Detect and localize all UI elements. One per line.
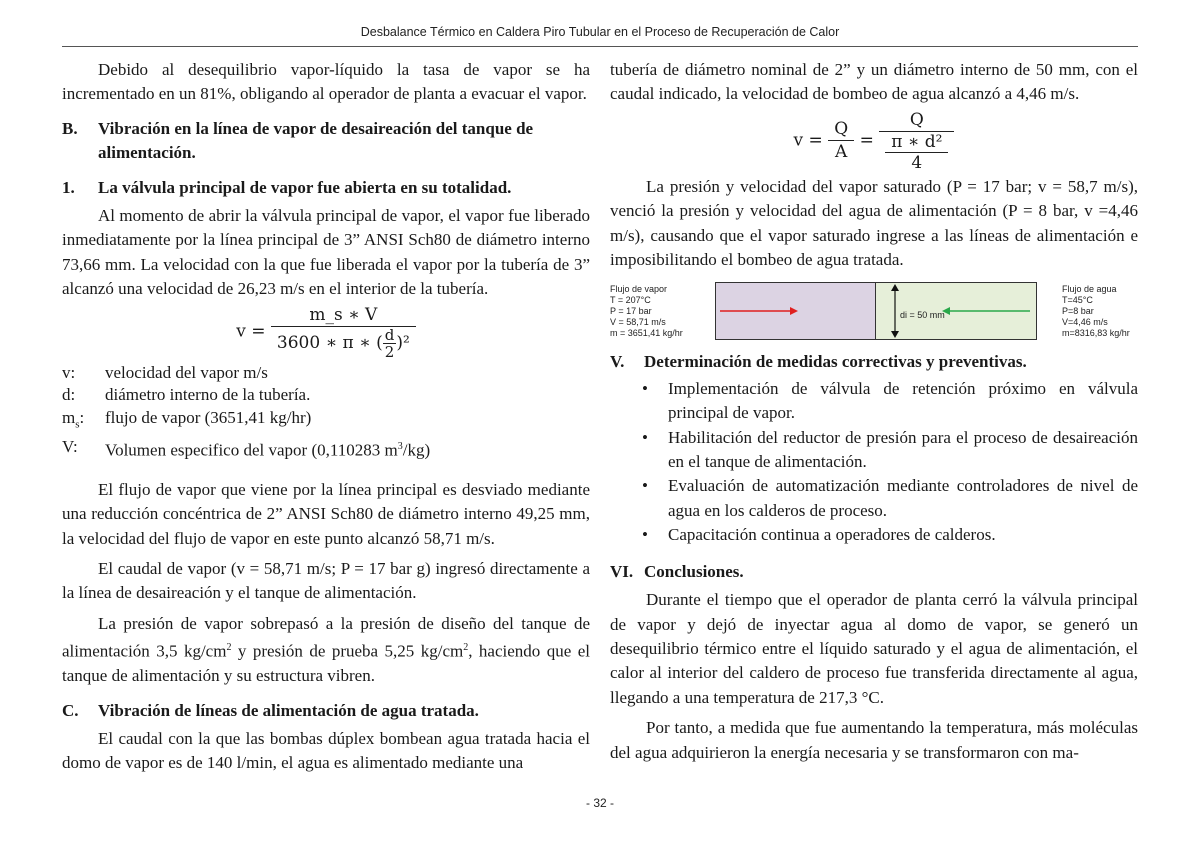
small-frac-den: 2 (383, 343, 397, 360)
diagram-label: V = 58,71 m/s (610, 317, 666, 328)
diameter-arrow-top (891, 284, 899, 291)
definition-symbol: d: (62, 385, 76, 405)
diagram-label: V=4,46 m/s (1062, 317, 1108, 328)
diagram-label: Flujo de vapor (610, 284, 668, 295)
symbol-base: m (62, 407, 76, 427)
paragraph: La presión y velocidad del vapor saturado (P = 17 bar; v = 58,7 m/s), venció la presión y velocidad del agua de alimentación (P = 8 bar, v =4,46 m/s), causando que el vapor saturado ingrese a las líneas de alimentación e imposibilitando el bombeo de agua tratada. (610, 176, 1138, 270)
paragraph: tubería de diámetro nominal de 2” y un diámetro interno de 50 mm, con el caudal indicado, la velocidad de bombeo de agua alcanzó a 4,46 m/s. (610, 60, 1138, 104)
formula-inner-fraction (885, 132, 948, 173)
bullet-icon: • (642, 378, 648, 398)
water-flow-labels (1062, 284, 1130, 339)
paragraph: El caudal de vapor (v = 58,71 m/s; P = 17 bar g) ingresó directamente a la línea de desaireación y el tanque de alimentación. (62, 558, 590, 603)
paragraph: El flujo de vapor que viene por la línea principal es desviado mediante una reducción concéntrica de 2” ANSI Sch80 de diámetro interno 49,25 mm, la velocidad del flujo de vapor en este punto alcanzó 58,71 m/s. (62, 479, 590, 548)
formula-lhs: v = (236, 321, 266, 342)
diagram-label: m = 3651,41 kg/hr (610, 328, 683, 339)
pipe-flow-diagram (610, 282, 1138, 348)
diagram-label: m=8316,83 kg/hr (1062, 328, 1130, 339)
section-heading-c (62, 699, 590, 723)
diameter-arrow-bottom (891, 331, 899, 338)
measures-list (610, 377, 1138, 548)
formula-den-part: 3600 ∗ π ∗ ( (276, 332, 383, 353)
definition-text: flujo de vapor (3651,41 kg/hr) (105, 407, 312, 427)
diagram-label: Flujo de agua (1062, 284, 1117, 295)
list-item-text: Evaluación de automatización mediante controladores de nivel de agua en los calderos de proceso. (668, 476, 1138, 520)
text-run: , haciendo que el tanque de alimentación y su estructura vibren. (62, 641, 590, 686)
bullet-icon: • (642, 427, 648, 447)
symbol-subscript: s (75, 418, 80, 431)
definition-list (62, 362, 590, 462)
section-heading-vi (610, 560, 1138, 584)
text-run: y presión de prueba 5,25 kg/cm (231, 641, 464, 661)
definition-item (62, 407, 590, 436)
section-title: Vibración en la línea de vapor de desaireación del tanque de alimentación. (98, 118, 534, 163)
formula-fraction (828, 118, 854, 163)
section-number: VI. (610, 561, 634, 581)
list-item (642, 377, 1138, 426)
section-heading-v (610, 350, 1138, 374)
definition-symbol (62, 407, 105, 436)
list-item-text: Habilitación del reductor de presión para el proceso de desaireación en el tanque de alimentación. (668, 427, 1138, 472)
formula-denominator (271, 326, 416, 360)
text-run: La presión de vapor sobrepasó a la presión de diseño del tanque de alimentación 3,5 kg/cm (62, 613, 590, 661)
velocity-formula-steam (62, 304, 590, 360)
section-title: Conclusiones. (644, 561, 744, 581)
section-title: Determinación de medidas correctivas y preventivas. (644, 352, 1027, 372)
definition-text: velocidad del vapor m/s (105, 362, 268, 382)
formula-denominator: A (828, 140, 854, 163)
subsection-title: La válvula principal de vapor fue abierta en su totalidad. (98, 177, 512, 197)
section-number: V. (610, 352, 625, 372)
right-column (610, 58, 1138, 765)
subsection-heading-1 (62, 176, 590, 200)
paragraph: Al momento de abrir la válvula principal de vapor, el vapor fue liberado inmediatamente por la línea principal de 3” ANSI Sch80 de diámetro interno 73,66 mm. La velocidad con la que fue liberada el vapor por la tubería de 3” alcanzó una velocidad de 26,23 m/s en el interior de la tubería. (62, 206, 590, 299)
list-item (642, 523, 1138, 547)
subsection-number: 1. (62, 177, 75, 197)
diagram-label: T=45°C (1062, 295, 1093, 306)
formula-lhs: v = (793, 130, 823, 151)
definition-item (62, 384, 590, 407)
running-header: Desbalance Térmico en Caldera Piro Tubular en el Proceso de Recuperación de Calor (360, 25, 840, 39)
header-rule (62, 46, 1138, 47)
superscript: 3 (397, 440, 403, 452)
paragraph: Durante el tiempo que el operador de planta cerró la válvula principal de vapor y dejó de inyectar agua al domo de vapor, se generó un desequilibrio térmico entre el líquido saturado y el agua de alimentación, el calor al interior del caldero de proceso fue transferida directamente al agua, llegando a una temperatura de 217,3 °C. (610, 590, 1138, 707)
definition-text: diámetro interno de la tubería. (105, 385, 311, 405)
diagram-label: T = 207°C (610, 295, 651, 306)
formula-numerator: Q (909, 109, 924, 130)
bullet-icon: • (642, 525, 648, 545)
definition-symbol: v: (62, 362, 76, 382)
formula-denominator (879, 131, 954, 173)
steam-arrow-head (790, 307, 798, 315)
definition-symbol: V: (62, 436, 78, 456)
formula-small-fraction (383, 327, 397, 360)
diagram-label: P=8 bar (1062, 306, 1094, 317)
velocity-formula-water (610, 109, 1138, 173)
section-number: C. (62, 700, 79, 720)
diagram-arrows (610, 282, 1138, 348)
list-item-text: Capacitación continua a operadores de calderos. (668, 525, 996, 545)
formula-fraction (879, 109, 954, 173)
formula-numerator: m_s ∗ V (309, 304, 378, 325)
formula-equals: = (859, 130, 874, 151)
section-heading-b (62, 117, 590, 166)
definition-item (62, 436, 590, 462)
definition-item (62, 362, 590, 385)
inner-numerator: π ∗ d² (891, 131, 943, 152)
page-number: - 32 - (585, 796, 614, 810)
paragraph: Por tanto, a medida que fue aumentando la temperatura, más moléculas del agua adquirieron la energía necesaria y se transformaron con ma- (610, 718, 1138, 762)
formula-numerator: Q (834, 119, 849, 140)
definition-text-main: Volumen especifico del vapor (0,110283 m (105, 440, 398, 460)
bullet-icon: • (642, 476, 648, 496)
section-number: B. (62, 118, 78, 138)
symbol-colon: : (79, 407, 85, 427)
superscript: 2 (463, 642, 469, 654)
paragraph (62, 612, 590, 689)
list-item (642, 426, 1138, 475)
definition-text (105, 436, 430, 462)
paragraph: El caudal con la que las bombas dúplex bombean agua tratada hacia el domo de vapor es de 140 l/min, el agua es alimentado mediante una (62, 729, 590, 773)
definition-text-tail: /kg) (402, 440, 431, 460)
diameter-label: di = 50 mm (900, 310, 945, 321)
small-frac-num: d (384, 325, 395, 344)
formula-den-part: )² (396, 332, 410, 353)
formula-fraction (271, 304, 416, 360)
inner-denominator: 4 (885, 152, 948, 173)
list-item (642, 474, 1138, 523)
paragraph: Debido al desequilibrio vapor-líquido la tasa de vapor se ha incrementado en un 81%, obligando al operador de planta a evacuar el vapor. (62, 60, 590, 104)
superscript: 2 (226, 642, 232, 654)
section-title: Vibración de líneas de alimentación de agua tratada. (98, 700, 479, 720)
left-column (62, 58, 590, 776)
list-item-text: Implementación de válvula de retención próximo en válvula principal de vapor. (668, 378, 1138, 423)
diagram-label: P = 17 bar (610, 306, 652, 317)
